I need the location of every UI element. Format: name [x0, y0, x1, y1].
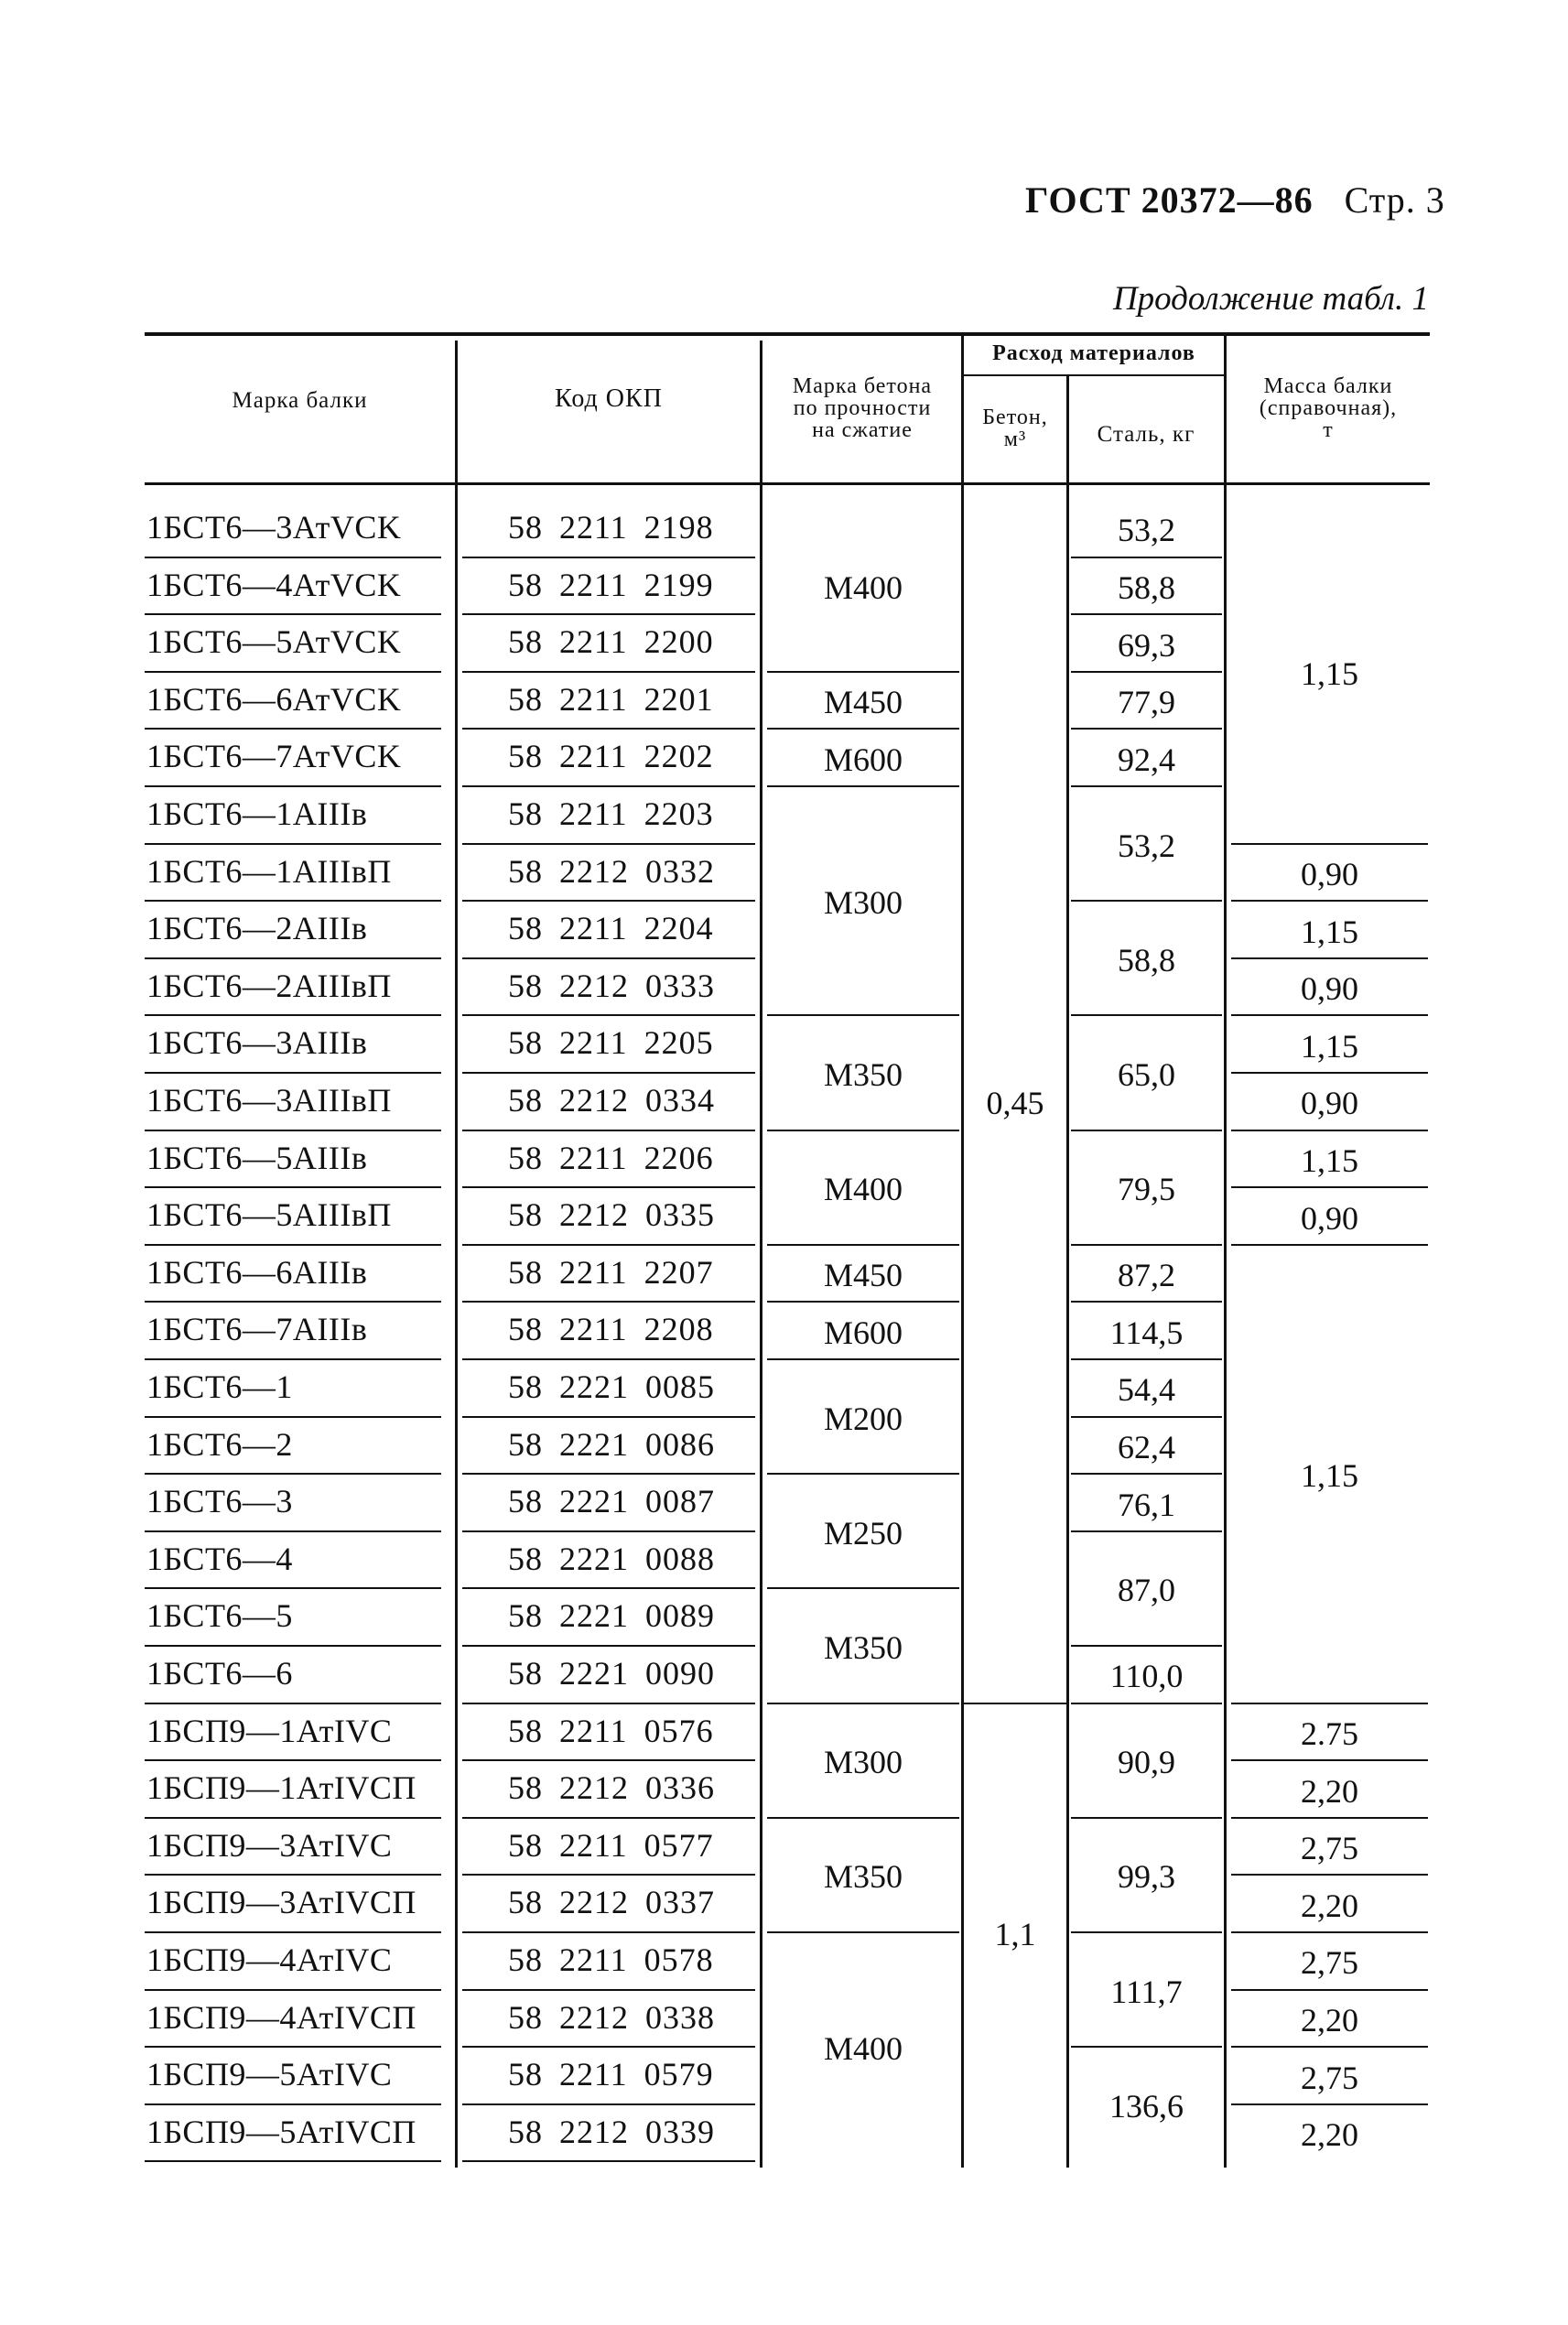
row-rule	[462, 1989, 755, 1991]
beam-mass: 1,15	[1301, 1141, 1358, 1179]
steel-consumption: 53,2	[1118, 827, 1175, 864]
row-rule	[145, 1989, 441, 1991]
column-header-code: Код ОКП	[555, 384, 663, 413]
okp-code: 58 2211 0579	[508, 2056, 714, 2093]
steel-consumption: 136,6	[1109, 2087, 1184, 2125]
beam-mark: 1БСТ6—7АIIIв	[146, 1311, 368, 1348]
concrete-grade-line-1: Марка бетона	[792, 374, 933, 398]
row-rule	[462, 1186, 755, 1188]
row-rule	[1071, 1645, 1222, 1647]
row-rule	[1231, 2103, 1428, 2105]
beam-mass: 0,90	[1301, 1085, 1358, 1122]
beam-mark: 1БСТ6—5АIIIв	[146, 1139, 368, 1176]
beam-mark: 1БСТ6—6АтVCK	[146, 680, 402, 718]
row-rule	[145, 1358, 441, 1360]
beam-mark: 1БСТ6—6АIIIв	[146, 1253, 368, 1291]
row-rule	[1071, 900, 1222, 902]
row-rule	[145, 1072, 441, 1074]
row-rule	[145, 1014, 441, 1016]
column-divider	[760, 483, 762, 2168]
row-rule	[1071, 2046, 1222, 2048]
row-rule	[767, 1130, 959, 1131]
row-rule	[1231, 1244, 1428, 1246]
concrete-grade: M300	[823, 1744, 903, 1781]
beam-mark: 1БСТ6—3АIIIв	[146, 1024, 368, 1062]
steel-consumption: 65,0	[1118, 1056, 1175, 1093]
beam-mark: 1БСТ6—4	[146, 1540, 293, 1577]
concrete-grade: M200	[823, 1400, 903, 1437]
row-rule	[462, 1530, 755, 1532]
row-rule	[145, 1587, 441, 1589]
beam-mark: 1БСТ6—5	[146, 1597, 293, 1635]
row-rule	[462, 1244, 755, 1246]
beam-mass: 1,15	[1301, 654, 1358, 692]
column-divider	[1066, 483, 1069, 2168]
steel-consumption: 76,1	[1118, 1486, 1175, 1523]
beam-mark: 1БСП9—1АтIVCП	[146, 1769, 416, 1807]
okp-code: 58 2211 0578	[508, 1941, 714, 1978]
row-rule	[1071, 1530, 1222, 1532]
beam-mark: 1БСТ6—4АтVCK	[146, 566, 402, 603]
okp-code: 58 2211 2201	[508, 680, 714, 718]
beam-mark: 1БСТ6—7АтVCK	[146, 738, 402, 775]
beam-mass: 2,75	[1301, 2059, 1358, 2096]
okp-code: 58 2211 2207	[508, 1253, 714, 1291]
concrete-grade-line-3: на сжатие	[812, 418, 913, 442]
beam-mark: 1БСТ6—6	[146, 1655, 293, 1692]
row-rule	[1231, 1931, 1428, 1933]
row-rule	[1071, 1358, 1222, 1360]
okp-code: 58 2212 0335	[508, 1196, 715, 1234]
beam-mass: 0,90	[1301, 855, 1358, 892]
row-rule	[767, 785, 959, 787]
beam-mass: 2,75	[1301, 1830, 1358, 1867]
row-rule	[145, 728, 441, 730]
beam-mass: 1,15	[1301, 1457, 1358, 1495]
row-rule	[145, 1416, 441, 1418]
row-rule	[462, 1130, 755, 1131]
row-rule	[462, 728, 755, 730]
okp-code: 58 2212 0333	[508, 967, 715, 1004]
row-rule	[767, 1817, 959, 1819]
continuation-note: Продолжение табл. 1	[1112, 280, 1429, 318]
row-rule	[145, 2103, 441, 2105]
beam-mark: 1БСТ6—3	[146, 1483, 293, 1520]
concrete-grade: M400	[823, 2030, 903, 2068]
steel-consumption: 69,3	[1118, 626, 1175, 664]
beam-mark: 1БСП9—3АтIVCП	[146, 1884, 416, 1921]
row-rule	[462, 1014, 755, 1016]
row-rule	[1231, 1817, 1428, 1819]
column-divider	[961, 483, 964, 2168]
row-rule	[462, 2103, 755, 2105]
beam-mark: 1БСТ6—3АIIIвП	[146, 1082, 392, 1119]
concrete-grade: M250	[823, 1514, 903, 1552]
row-rule	[767, 1301, 959, 1303]
row-rule	[1071, 1244, 1222, 1246]
beam-mass: 0,90	[1301, 1199, 1358, 1237]
okp-code: 58 2221 0086	[508, 1425, 715, 1463]
concrete-grade: M600	[823, 741, 903, 778]
row-rule	[462, 785, 755, 787]
row-rule	[462, 557, 755, 558]
row-rule	[767, 1244, 959, 1246]
row-rule	[145, 613, 441, 615]
row-rule	[1071, 1130, 1222, 1131]
okp-code: 58 2221 0089	[508, 1597, 715, 1635]
row-rule	[1071, 613, 1222, 615]
beam-mark: 1БСТ6—2АIIIв	[146, 910, 368, 947]
row-rule	[145, 900, 441, 902]
steel-consumption: 114,5	[1109, 1314, 1184, 1351]
row-rule	[767, 671, 959, 673]
row-rule	[767, 1587, 959, 1589]
beam-mark: 1БСП9—4АтIVCП	[146, 1998, 416, 2036]
row-rule	[1231, 843, 1428, 845]
okp-code: 58 2211 2203	[508, 795, 714, 832]
column-header-steel: Сталь, кг	[1097, 422, 1195, 447]
okp-code: 58 2212 0338	[508, 1998, 715, 2036]
concrete-volume: 1,1	[994, 1916, 1036, 1952]
concrete-grade: M400	[823, 568, 903, 606]
row-rule	[462, 1931, 755, 1933]
steel-consumption: 58,8	[1118, 941, 1175, 979]
column-divider	[455, 483, 458, 2168]
okp-code: 58 2211 2208	[508, 1311, 714, 1348]
row-rule	[145, 2160, 441, 2162]
standard-code: ГОСТ 20372—86	[1025, 179, 1314, 221]
row-rule	[462, 900, 755, 902]
row-rule	[1231, 1703, 1428, 1704]
okp-code: 58 2221 0087	[508, 1483, 715, 1520]
okp-code: 58 2211 2200	[508, 623, 714, 661]
row-rule	[767, 1014, 959, 1016]
mass-line-3: т	[1323, 418, 1334, 442]
okp-code: 58 2221 0088	[508, 1540, 715, 1577]
steel-consumption: 79,5	[1118, 1171, 1175, 1208]
beam-mark: 1БСП9—1АтIVC	[146, 1712, 393, 1749]
okp-code: 58 2221 0085	[508, 1368, 715, 1405]
okp-code: 58 2211 2204	[508, 910, 714, 947]
steel-consumption: 92,4	[1118, 741, 1175, 778]
row-rule	[1071, 785, 1222, 787]
row-rule	[145, 1530, 441, 1532]
concrete-volume: 0,45	[986, 1085, 1044, 1122]
okp-code: 58 2212 0332	[508, 852, 715, 890]
beam-mark: 1БСТ6—1АIIIв	[146, 795, 368, 832]
row-rule	[145, 1703, 441, 1704]
row-rule	[767, 1358, 959, 1360]
steel-consumption: 54,4	[1118, 1371, 1175, 1409]
beam-mass: 2,20	[1301, 1772, 1358, 1810]
row-rule	[1071, 1931, 1222, 1933]
row-rule	[145, 2046, 441, 2048]
beam-mark: 1БСТ6—2АIIIвП	[146, 967, 392, 1004]
row-rule	[1071, 1473, 1222, 1475]
column-header-mark: Марка балки	[232, 388, 368, 413]
row-rule	[1231, 1130, 1428, 1131]
steel-consumption: 77,9	[1118, 684, 1175, 721]
okp-code: 58 2211 2205	[508, 1024, 714, 1062]
row-rule	[462, 1645, 755, 1647]
mass-line-2: (справочная),	[1259, 396, 1398, 420]
row-rule	[145, 1473, 441, 1475]
concrete-grade: M350	[823, 1858, 903, 1896]
beam-mass: 2.75	[1301, 1714, 1358, 1752]
row-rule	[462, 1874, 755, 1876]
row-rule	[145, 843, 441, 845]
okp-code: 58 2221 0090	[508, 1655, 715, 1692]
okp-code: 58 2211 2199	[508, 566, 714, 603]
beam-mark: 1БСТ6—5АIIIвП	[146, 1196, 392, 1234]
row-rule	[145, 557, 441, 558]
beam-mark: 1БСТ6—2	[146, 1425, 293, 1463]
row-rule	[462, 1587, 755, 1589]
page-number: Стр. 3	[1344, 179, 1445, 221]
okp-code: 58 2212 0334	[508, 1082, 715, 1119]
concrete-grade-line-2: по прочности	[793, 396, 932, 420]
row-rule	[1231, 900, 1428, 902]
row-rule	[1071, 728, 1222, 730]
row-rule	[145, 1645, 441, 1647]
row-rule	[1071, 1416, 1222, 1418]
row-rule	[964, 1703, 1066, 1704]
beam-mark: 1БСТ6—1АIIIвП	[146, 852, 392, 890]
row-rule	[462, 843, 755, 845]
steel-consumption: 53,2	[1118, 512, 1175, 549]
row-rule	[462, 2160, 755, 2162]
beam-mark: 1БСП9—5АтIVCП	[146, 2113, 416, 2150]
okp-code: 58 2212 0339	[508, 2113, 715, 2150]
row-rule	[462, 671, 755, 673]
row-rule	[1231, 1014, 1428, 1016]
row-rule	[1231, 1186, 1428, 1188]
beam-mass: 2,75	[1301, 1944, 1358, 1982]
beam-mass: 2,20	[1301, 2116, 1358, 2154]
row-rule	[767, 1473, 959, 1475]
row-rule	[767, 1931, 959, 1933]
okp-code: 58 2211 0576	[508, 1712, 714, 1749]
beam-mass: 1,15	[1301, 913, 1358, 950]
row-rule	[462, 613, 755, 615]
concrete-grade: M350	[823, 1056, 903, 1093]
row-rule	[1071, 1014, 1222, 1016]
beam-mark: 1БСП9—3АтIVC	[146, 1826, 393, 1864]
steel-consumption: 58,8	[1118, 568, 1175, 606]
steel-consumption: 110,0	[1109, 1658, 1184, 1695]
steel-consumption: 62,4	[1118, 1428, 1175, 1465]
row-rule	[462, 2046, 755, 2048]
beam-mark: 1БСП9—4АтIVC	[146, 1941, 393, 1978]
row-rule	[1231, 1759, 1428, 1761]
row-rule	[767, 728, 959, 730]
row-rule	[145, 1817, 441, 1819]
steel-consumption: 99,3	[1118, 1858, 1175, 1896]
mass-line-1: Масса балки	[1263, 374, 1393, 398]
row-rule	[145, 957, 441, 959]
column-header-materials: Расход материалов	[992, 341, 1195, 365]
column-divider	[1224, 483, 1227, 2168]
row-rule	[462, 1301, 755, 1303]
row-rule	[462, 1072, 755, 1074]
row-rule	[145, 1186, 441, 1188]
row-rule	[462, 1703, 755, 1704]
row-rule	[1231, 1072, 1428, 1074]
row-rule	[145, 1759, 441, 1761]
okp-code: 58 2211 2198	[508, 509, 714, 546]
row-rule	[767, 1703, 959, 1704]
row-rule	[1231, 2046, 1428, 2048]
concrete-line-2: м³	[1003, 427, 1027, 451]
row-rule	[145, 1874, 441, 1876]
row-rule	[1231, 1874, 1428, 1876]
row-rule	[462, 1358, 755, 1360]
beam-mark: 1БСП9—5АтIVC	[146, 2056, 393, 2093]
row-rule	[462, 1416, 755, 1418]
beam-mass: 2,20	[1301, 1887, 1358, 1924]
row-rule	[462, 957, 755, 959]
concrete-line-1: Бетон,	[982, 406, 1048, 429]
row-rule	[145, 1130, 441, 1131]
okp-code: 58 2211 2202	[508, 738, 714, 775]
beam-mass: 0,90	[1301, 970, 1358, 1008]
beam-mass: 2,20	[1301, 2001, 1358, 2038]
steel-consumption: 87,2	[1118, 1257, 1175, 1294]
row-rule	[1231, 957, 1428, 959]
okp-code: 58 2211 2206	[508, 1139, 714, 1176]
beam-mark: 1БСТ6—1	[146, 1368, 293, 1405]
beam-mark: 1БСТ6—3АтVCK	[146, 509, 402, 546]
row-rule	[1071, 671, 1222, 673]
row-rule	[145, 671, 441, 673]
row-rule	[462, 1759, 755, 1761]
steel-consumption: 111,7	[1110, 1973, 1183, 2010]
concrete-grade: M450	[823, 684, 903, 721]
beam-mark: 1БСТ6—5АтVCK	[146, 623, 402, 661]
steel-consumption: 90,9	[1118, 1744, 1175, 1781]
okp-code: 58 2211 0577	[508, 1826, 714, 1864]
okp-code: 58 2212 0337	[508, 1884, 715, 1921]
okp-code: 58 2212 0336	[508, 1769, 715, 1807]
steel-consumption: 87,0	[1118, 1572, 1175, 1609]
concrete-grade: M400	[823, 1171, 903, 1208]
row-rule	[145, 1244, 441, 1246]
concrete-grade: M350	[823, 1629, 903, 1666]
concrete-grade: M450	[823, 1257, 903, 1294]
row-rule	[1071, 557, 1222, 558]
row-rule	[1071, 1817, 1222, 1819]
row-rule	[145, 1931, 441, 1933]
row-rule	[462, 1817, 755, 1819]
row-rule	[462, 1473, 755, 1475]
concrete-grade: M600	[823, 1314, 903, 1351]
beam-mass: 1,15	[1301, 1027, 1358, 1065]
row-rule	[1071, 1301, 1222, 1303]
row-rule	[145, 785, 441, 787]
concrete-grade: M300	[823, 884, 903, 922]
row-rule	[1071, 1703, 1222, 1704]
row-rule	[1231, 1989, 1428, 1991]
row-rule	[145, 1301, 441, 1303]
